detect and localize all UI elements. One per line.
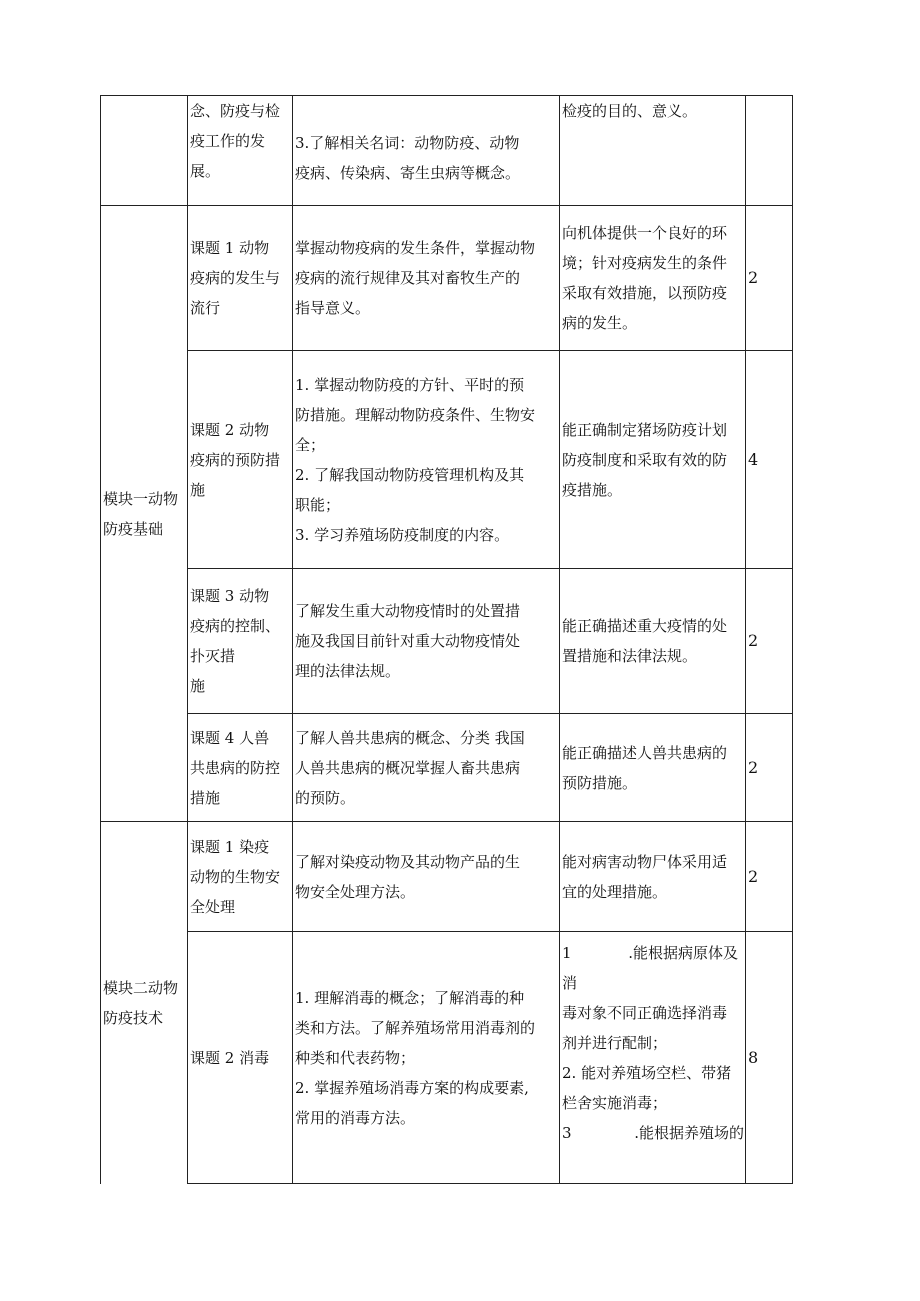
skill-text: 2. 能对养殖场空栏、带猪 <box>562 1064 732 1082</box>
objective-text: 物安全处理方法。 <box>295 882 416 901</box>
hours-value: 4 <box>748 449 759 469</box>
objective-text: 常用的消毒方法。 <box>295 1108 416 1127</box>
objective-text: 了解对染疫动物及其动物产品的生 <box>295 852 521 871</box>
lesson-cell <box>188 822 293 932</box>
skills-cell <box>560 932 746 1184</box>
skill-text: 消 <box>562 974 578 992</box>
skill-text: 能正确描述人兽共患病的 <box>562 743 728 762</box>
objective-text: 施及我国目前针对重大动物疫情处 <box>295 632 521 650</box>
skill-text: 防疫制度和采取有效的防 <box>562 450 728 469</box>
lesson-text: 课题 1 染疫 <box>190 837 270 856</box>
skill-text: .能根据病原体及 <box>628 944 738 962</box>
hours-cell <box>746 96 793 206</box>
hours-value: 2 <box>748 866 759 886</box>
module-name: 防疫基础 <box>103 519 164 538</box>
skills-cell <box>560 206 746 351</box>
objective-text: 掌握动物疫病的发生条件，掌握动物 <box>295 239 536 257</box>
objectives-cell <box>293 714 560 822</box>
skill-text: .能根据养殖场的 <box>634 1124 744 1142</box>
lesson-cell <box>188 932 293 1184</box>
skill-text: 剂并进行配制； <box>562 1034 668 1052</box>
objective-text: 疫病、传染病、寄生虫病等概念。 <box>295 163 521 182</box>
skill-text: 疫措施。 <box>562 480 623 499</box>
table-row <box>101 96 793 206</box>
objective-text: 3. 学习养殖场防疫制度的内容。 <box>295 525 510 544</box>
skill-text: 检疫的目的、意义。 <box>562 102 698 120</box>
skill-text: 宜的处理措施。 <box>562 882 668 901</box>
lesson-cell <box>188 714 293 822</box>
hours-cell <box>746 932 793 1184</box>
skill-text: 能正确制定猪场防疫计划 <box>562 420 728 439</box>
hours-cell <box>746 714 793 822</box>
hours-value: 8 <box>748 1047 759 1067</box>
objective-text: 了解发生重大动物疫情时的处置措 <box>295 602 521 620</box>
lesson-cell <box>188 351 293 569</box>
skill-number: 3 <box>562 1124 572 1142</box>
skill-number: 1 <box>562 944 572 962</box>
skill-text: 栏舍实施消毒； <box>562 1094 668 1112</box>
lesson-cell <box>188 569 293 714</box>
lesson-text: 措施 <box>190 788 221 807</box>
lesson-cell <box>188 96 293 206</box>
skills-cell <box>560 714 746 822</box>
objectives-cell <box>293 351 560 569</box>
lesson-text: 疫病的控制、 <box>190 617 281 635</box>
lesson-text: 扑灭措 <box>190 647 236 665</box>
skills-cell <box>560 351 746 569</box>
objectives-cell <box>293 569 560 714</box>
objective-text: 防措施。理解动物防疫条件、生物安 <box>295 405 536 424</box>
objective-text: 3.了解相关名词：动物防疫、动物 <box>295 133 520 152</box>
table-row <box>101 932 793 1184</box>
table-row <box>101 714 793 822</box>
table-row <box>101 822 793 932</box>
table-row <box>101 569 793 714</box>
objective-text: 全； <box>295 435 326 454</box>
objective-text: 2. 了解我国动物防疫管理机构及其 <box>295 465 525 484</box>
table-row <box>101 351 793 569</box>
objectives-cell <box>293 206 560 351</box>
lesson-text: 展。 <box>190 162 221 180</box>
lesson-cell <box>188 206 293 351</box>
hours-cell <box>746 569 793 714</box>
skills-cell <box>560 96 746 206</box>
lesson-text: 课题 1 动物 <box>190 239 270 257</box>
curriculum-table <box>100 95 793 1184</box>
hours-cell <box>746 206 793 351</box>
objective-text: 指导意义。 <box>295 299 371 317</box>
lesson-text: 课题 2 消毒 <box>190 1048 270 1067</box>
skill-text: 能正确描述重大疫情的处 <box>562 617 728 635</box>
objective-text: 人兽共患病的概况掌握人畜共患病 <box>295 758 521 777</box>
module-cell-empty <box>101 96 188 206</box>
hours-cell <box>746 351 793 569</box>
skill-text: 能对病害动物尸体采用适 <box>562 852 728 871</box>
lesson-text: 动物的生物安 <box>190 867 281 886</box>
skills-cell <box>560 569 746 714</box>
lesson-text: 课题 4 人兽 <box>190 728 270 747</box>
objective-text: 种类和代表药物； <box>295 1048 416 1067</box>
hours-value: 2 <box>748 268 759 287</box>
module-cell <box>101 822 188 1184</box>
objective-text: 疫病的流行规律及其对畜牧生产的 <box>295 269 521 287</box>
objective-text: 理的法律法规。 <box>295 662 401 680</box>
objective-text: 的预防。 <box>295 788 356 807</box>
skill-text: 采取有效措施，以预防疫 <box>562 284 728 302</box>
skill-text: 置措施和法律法规。 <box>562 647 698 665</box>
skill-text: 境；针对疫病发生的条件 <box>562 254 728 272</box>
hours-value: 2 <box>748 757 759 777</box>
module-name: 模块一动物 <box>103 489 179 508</box>
skills-cell <box>560 822 746 932</box>
skill-text: 毒对象不同正确选择消毒 <box>562 1004 728 1022</box>
skill-line-numbered <box>562 1118 744 1148</box>
objective-text: 类和方法。了解养殖场常用消毒剂的 <box>295 1018 536 1037</box>
lesson-text: 全处理 <box>190 897 236 916</box>
objective-text: 2. 掌握养殖场消毒方案的构成要素, <box>295 1078 529 1097</box>
module-name: 防疫技术 <box>103 1008 164 1027</box>
lesson-text: 疫病的预防措 <box>190 450 281 469</box>
lesson-text: 施 <box>190 677 206 695</box>
lesson-text: 念、防疫与检 <box>190 102 281 120</box>
skill-line-numbered <box>562 938 744 968</box>
objective-text: 1. 理解消毒的概念；了解消毒的种 <box>295 988 525 1007</box>
lesson-text: 课题 3 动物 <box>190 587 270 605</box>
objectives-cell <box>293 932 560 1184</box>
lesson-text: 共患病的防控 <box>190 758 281 777</box>
objective-text: 了解人兽共患病的概念、分类 我国 <box>295 728 525 747</box>
lesson-text: 疫工作的发 <box>190 132 266 150</box>
lesson-text: 施 <box>190 480 206 499</box>
hours-cell <box>746 822 793 932</box>
lesson-text: 疫病的发生与 <box>190 269 281 287</box>
lesson-text: 流行 <box>190 299 221 317</box>
skill-text: 病的发生。 <box>562 314 638 332</box>
objective-text: 职能； <box>295 495 341 514</box>
lesson-text: 课题 2 动物 <box>190 420 270 439</box>
objectives-cell <box>293 96 560 206</box>
objective-text: 1. 掌握动物防疫的方针、平时的预 <box>295 375 525 394</box>
skill-text: 向机体提供一个良好的环 <box>562 224 728 242</box>
hours-value: 2 <box>748 631 759 650</box>
table-row <box>101 206 793 351</box>
module-cell <box>101 206 188 822</box>
skill-text: 预防措施。 <box>562 773 638 792</box>
objectives-cell <box>293 822 560 932</box>
module-name: 模块二动物 <box>103 978 179 997</box>
